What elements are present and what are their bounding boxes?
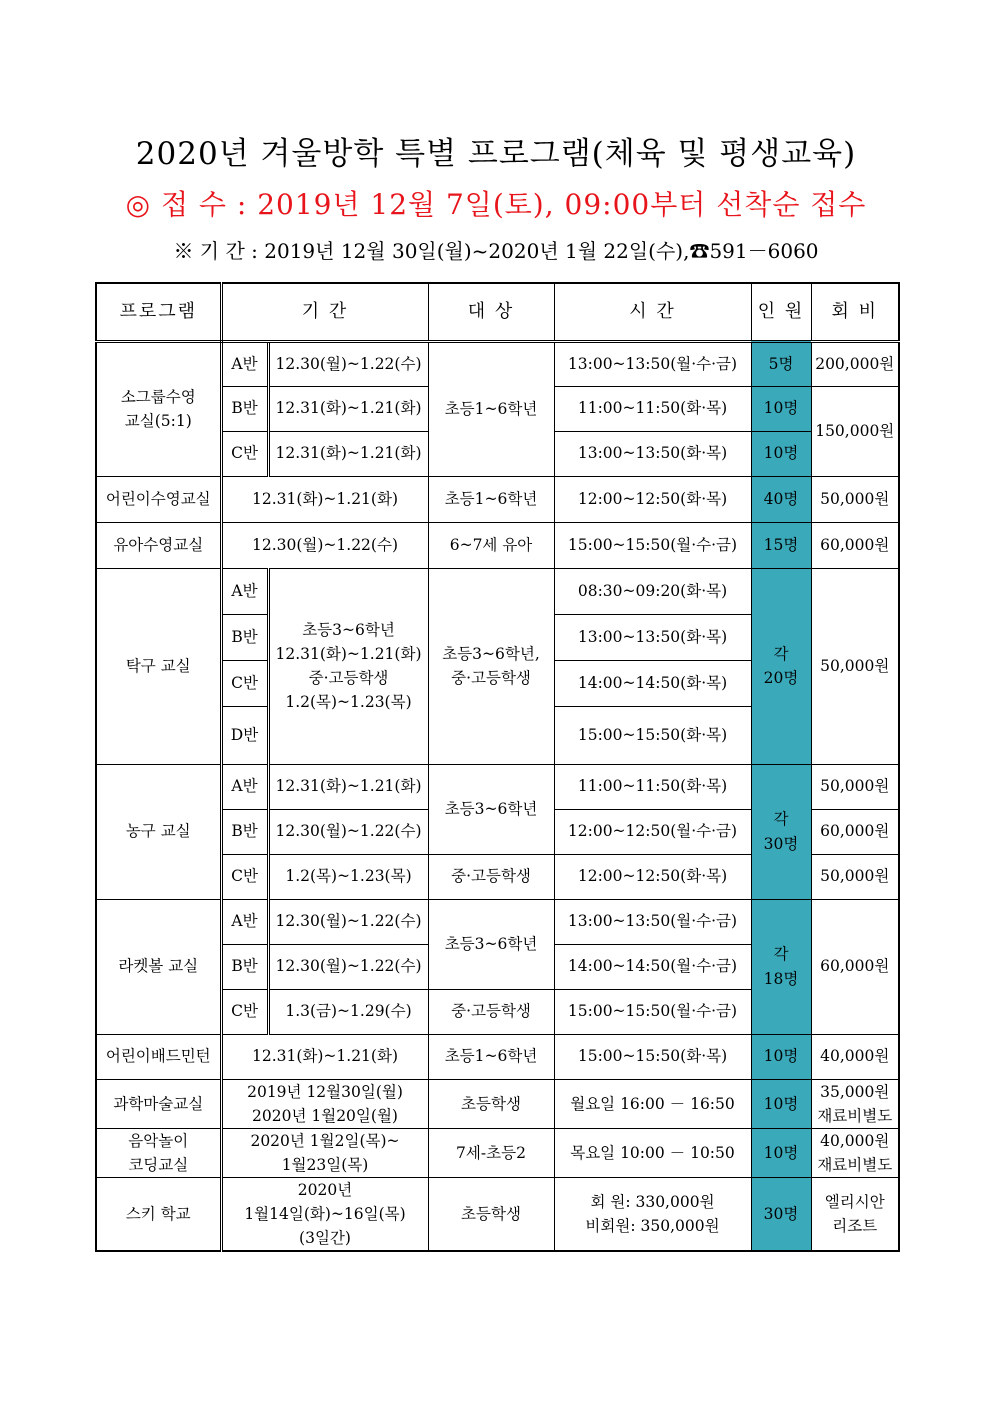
time-cell: 목요일 10:00 － 10:50	[554, 1128, 751, 1177]
period-cell: 12.31(화)~1.21(화)	[268, 431, 428, 476]
period-cell: 12.31(화)~1.21(화)	[268, 764, 428, 809]
program-name: 유아수영교실	[96, 522, 221, 568]
target-cell: 초등3~6학년, 중·고등학생	[428, 568, 554, 764]
period-cell: 12.30(월)~1.22(수)	[268, 341, 428, 386]
class-label: B반	[221, 809, 268, 854]
fee-cell: 60,000원	[811, 899, 899, 1034]
class-label: C반	[221, 854, 268, 899]
class-label: A반	[221, 899, 268, 944]
period-cell: 1.3(금)~1.29(수)	[268, 989, 428, 1034]
time-cell: 14:00~14:50(월·수·금)	[554, 944, 751, 989]
capacity-cell: 10명	[751, 1034, 811, 1079]
target-cell: 초등1~6학년	[428, 341, 554, 476]
program-name: 소그룹수영 교실(5:1)	[96, 341, 221, 476]
class-label: B반	[221, 614, 268, 660]
period-cell: 12.31(화)~1.21(화)	[268, 386, 428, 431]
fee-cell: 150,000원	[811, 386, 899, 476]
program-name: 농구 교실	[96, 764, 221, 899]
capacity-cell: 각 18명	[751, 899, 811, 1034]
header-period: 기 간	[221, 283, 428, 341]
time-cell: 11:00~11:50(화·목)	[554, 386, 751, 431]
header-target: 대 상	[428, 283, 554, 341]
class-label: A반	[221, 568, 268, 614]
target-cell: 초등학생	[428, 1177, 554, 1251]
class-label: C반	[221, 989, 268, 1034]
capacity-cell: 10명	[751, 386, 811, 431]
target-cell: 중·고등학생	[428, 989, 554, 1034]
table-row	[96, 522, 899, 568]
period-cell: 12.30(월)~1.22(수)	[268, 944, 428, 989]
period-cell: 2020년 1월2일(목)~ 1월23일(목)	[221, 1128, 428, 1177]
time-cell: 08:30~09:20(화·목)	[554, 568, 751, 614]
fee-cell: 50,000원	[811, 764, 899, 809]
fee-cell: 50,000원	[811, 854, 899, 899]
target-cell: 초등3~6학년	[428, 899, 554, 989]
table-row	[96, 476, 899, 522]
fee-cell: 60,000원	[811, 809, 899, 854]
period-cell: 12.30(월)~1.22(수)	[268, 809, 428, 854]
fee-cell: 200,000원	[811, 341, 899, 386]
fee-cell: 50,000원	[811, 476, 899, 522]
period-cell: 1.2(목)~1.23(목)	[268, 854, 428, 899]
time-cell: 15:00~15:50(화·목)	[554, 1034, 751, 1079]
time-cell: 12:00~12:50(월·수·금)	[554, 809, 751, 854]
time-cell: 13:00~13:50(월·수·금)	[554, 341, 751, 386]
time-cell: 15:00~15:50(월·수·금)	[554, 522, 751, 568]
time-cell: 회 원: 330,000원 비회원: 350,000원	[554, 1177, 751, 1251]
time-cell: 14:00~14:50(화·목)	[554, 660, 751, 706]
capacity-cell: 10명	[751, 1079, 811, 1128]
time-cell: 월요일 16:00 － 16:50	[554, 1079, 751, 1128]
class-label: A반	[221, 341, 268, 386]
table-row	[96, 568, 899, 614]
class-label: B반	[221, 944, 268, 989]
table-row	[96, 1079, 899, 1128]
class-label: C반	[221, 431, 268, 476]
period-cell: 12.31(화)~1.21(화)	[221, 476, 428, 522]
fee-cell: 35,000원 재료비별도	[811, 1079, 899, 1128]
capacity-cell: 각 30명	[751, 764, 811, 899]
page-title: 2020년 겨울방학 특별 프로그램(체육 및 평생교육)	[135, 136, 857, 172]
period-cell: 12.30(월)~1.22(수)	[268, 899, 428, 944]
fee-cell: 40,000원	[811, 1034, 899, 1079]
capacity-cell: 5명	[751, 341, 811, 386]
time-cell: 12:00~12:50(화·목)	[554, 476, 751, 522]
fee-cell: 60,000원	[811, 522, 899, 568]
period-cell: 초등3~6학년 12.31(화)~1.21(화) 중·고등학생 1.2(목)~1.23(목)	[268, 568, 428, 764]
header-time: 시 간	[554, 283, 751, 341]
program-period: ※ 기 간 : 2019년 12월 30일(월)~2020년 1월 22일(수),☎591－6060	[173, 239, 819, 263]
target-cell: 7세-초등2	[428, 1128, 554, 1177]
period-cell: 12.30(월)~1.22(수)	[221, 522, 428, 568]
program-name: 탁구 교실	[96, 568, 221, 764]
class-label: D반	[221, 706, 268, 764]
program-name: 어린이수영교실	[96, 476, 221, 522]
table-row	[96, 899, 899, 944]
program-table	[95, 282, 900, 1252]
class-label: C반	[221, 660, 268, 706]
target-cell: 초등1~6학년	[428, 1034, 554, 1079]
fee-cell: 엘리시안 리조트	[811, 1177, 899, 1251]
header-program: 프로그램	[96, 283, 221, 341]
capacity-cell: 각 20명	[751, 568, 811, 764]
reception-notice: ◎ 접 수 : 2019년 12월 7일(토), 09:00부터 선착순 접수	[125, 188, 867, 221]
program-name: 음악놀이 코딩교실	[96, 1128, 221, 1177]
table-row	[96, 764, 899, 809]
program-name: 스키 학교	[96, 1177, 221, 1251]
fee-cell: 40,000원 재료비별도	[811, 1128, 899, 1177]
program-name: 어린이배드민턴	[96, 1034, 221, 1079]
period-cell: 2019년 12월30일(월) 2020년 1월20일(월)	[221, 1079, 428, 1128]
period-cell: 2020년 1월14일(화)~16일(목) (3일간)	[221, 1177, 428, 1251]
header-fee: 회 비	[811, 283, 899, 341]
time-cell: 13:00~13:50(화·목)	[554, 431, 751, 476]
time-cell: 15:00~15:50(화·목)	[554, 706, 751, 764]
table-row	[96, 1128, 899, 1177]
capacity-cell: 10명	[751, 431, 811, 476]
target-cell: 초등3~6학년	[428, 764, 554, 854]
header-capacity: 인 원	[751, 283, 811, 341]
capacity-cell: 30명	[751, 1177, 811, 1251]
program-name: 라켓볼 교실	[96, 899, 221, 1034]
time-cell: 15:00~15:50(월·수·금)	[554, 989, 751, 1034]
target-cell: 중·고등학생	[428, 854, 554, 899]
capacity-cell: 15명	[751, 522, 811, 568]
class-label: A반	[221, 764, 268, 809]
target-cell: 초등1~6학년	[428, 476, 554, 522]
time-cell: 12:00~12:50(화·목)	[554, 854, 751, 899]
target-cell: 초등학생	[428, 1079, 554, 1128]
table-row	[96, 341, 899, 386]
class-label: B반	[221, 386, 268, 431]
table-row	[96, 1034, 899, 1079]
capacity-cell: 40명	[751, 476, 811, 522]
time-cell: 13:00~13:50(화·목)	[554, 614, 751, 660]
time-cell: 11:00~11:50(화·목)	[554, 764, 751, 809]
time-cell: 13:00~13:50(월·수·금)	[554, 899, 751, 944]
program-name: 과학마술교실	[96, 1079, 221, 1128]
table-row	[96, 1177, 899, 1251]
target-cell: 6~7세 유아	[428, 522, 554, 568]
period-cell: 12.31(화)~1.21(화)	[221, 1034, 428, 1079]
capacity-cell: 10명	[751, 1128, 811, 1177]
fee-cell: 50,000원	[811, 568, 899, 764]
